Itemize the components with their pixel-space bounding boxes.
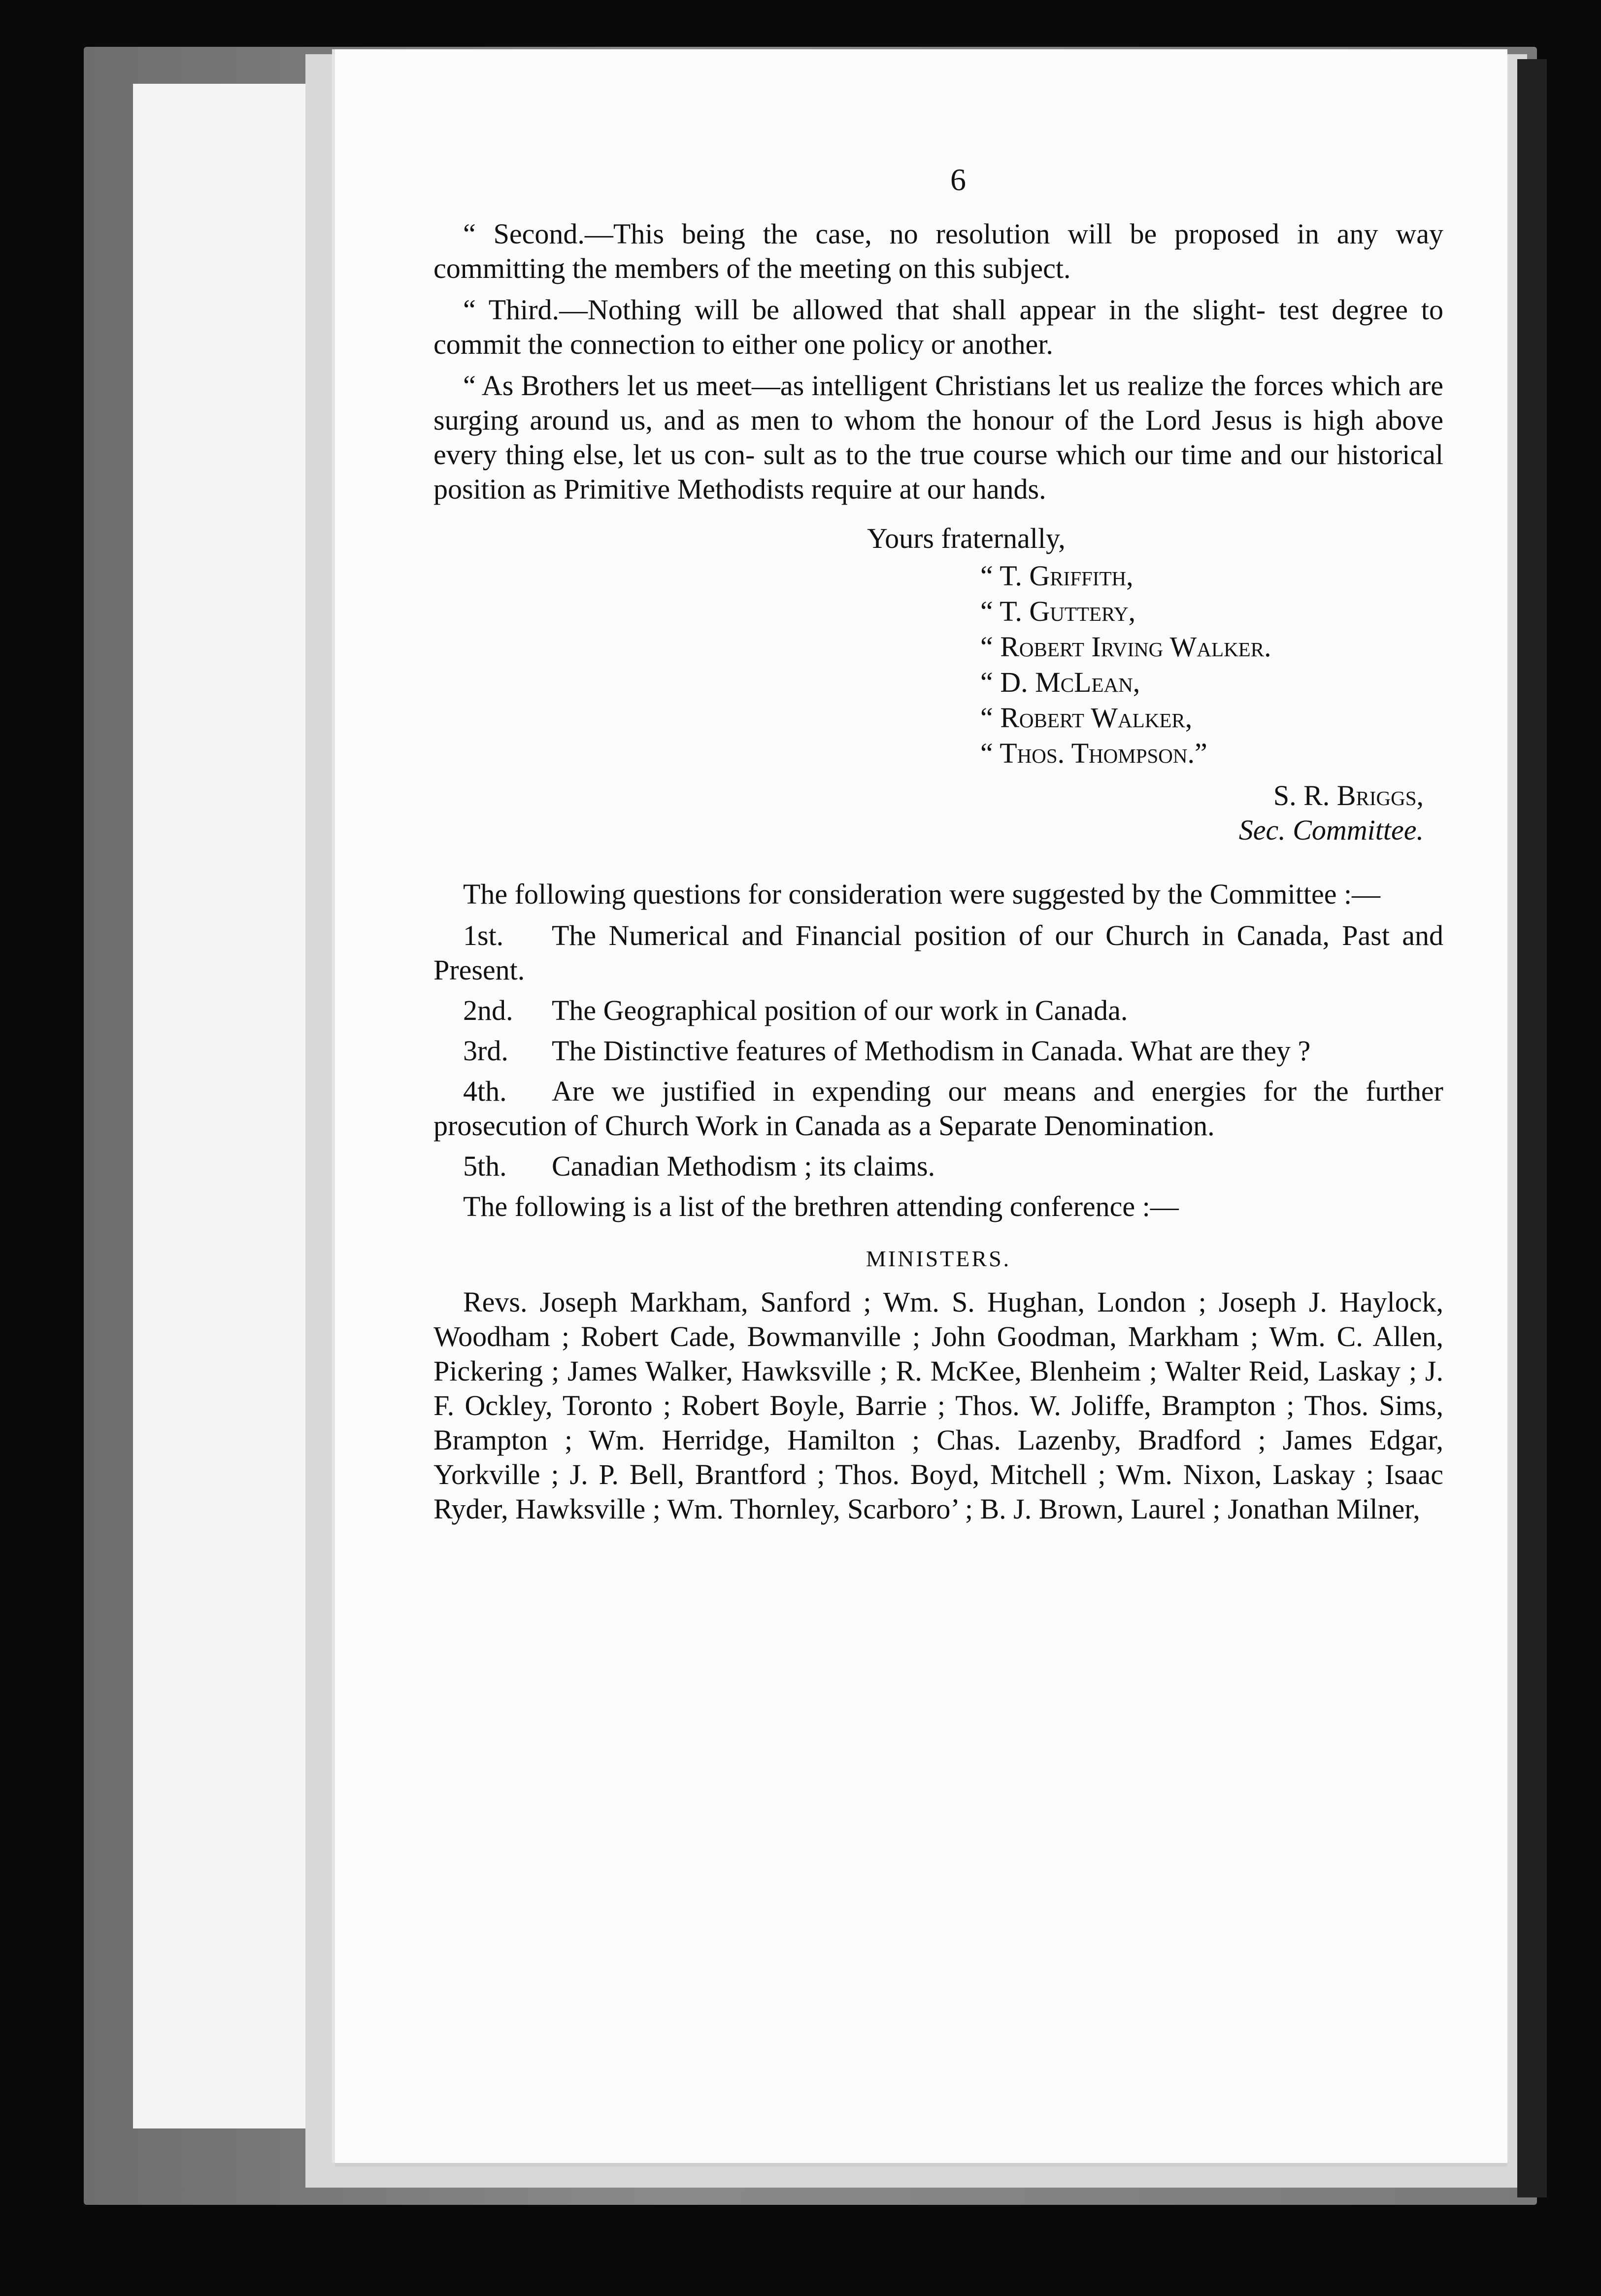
- question-item: [434, 1034, 1443, 1068]
- attendance-intro: The following is a list of the brethren attending conference :—: [463, 1190, 1179, 1222]
- question-text: Are we justified in expending our means and energies for the further prosecution of Church Work in Canada as a Separate Denomination.: [434, 1075, 1443, 1142]
- question-item: [434, 1074, 1443, 1143]
- question-text: The Numerical and Financial position of our Church in Canada, Past and Present.: [434, 919, 1443, 986]
- question-text: The Geographical position of our work in Canada.: [552, 994, 1128, 1026]
- page-text: [434, 163, 1443, 1533]
- signatory: “ Robert Irving Walker.: [980, 631, 1271, 663]
- paragraph-third: “ Third.—Nothing will be allowed that shall appear in the slight- test degree to commit the connection to either one policy or another.: [434, 294, 1443, 360]
- paragraph-brothers: “ As Brothers let us meet—as intelligent Christians let us realize the forces which are surging around us, and as men to whom the honour of the Lord Jesus is high above every thing else, let us con- sult as to the true course which our time and our historical position as Primitive Methodists require at our hands.: [434, 370, 1443, 505]
- signatory: “ Thos. Thompson.”: [980, 737, 1207, 769]
- secretary-signature: [434, 778, 1443, 847]
- signatory: “ T. Griffith,: [980, 560, 1134, 592]
- question-number: 3rd.: [463, 1035, 508, 1067]
- question-item: [434, 918, 1443, 987]
- spine-edge: [1517, 59, 1547, 2197]
- question-number: 1st.: [463, 919, 504, 951]
- letter-closing: Yours fraternally,: [867, 522, 1066, 554]
- secretary-role: Sec. Committee.: [1238, 814, 1424, 846]
- signatory: “ D. McLean,: [980, 666, 1140, 698]
- secretary-name: S. R. Briggs,: [1273, 779, 1424, 811]
- signatory: “ T. Guttery,: [980, 595, 1136, 627]
- question-number: 4th.: [463, 1075, 507, 1107]
- signatory-list: [434, 559, 1443, 771]
- question-text: Canadian Methodism ; its claims.: [552, 1150, 935, 1182]
- question-item: [434, 993, 1443, 1028]
- question-number: 2nd.: [463, 994, 513, 1026]
- question-item: [434, 1149, 1443, 1183]
- question-number: 5th.: [463, 1150, 507, 1182]
- page-number: 6: [950, 162, 966, 197]
- questions-intro: The following questions for consideration were suggested by the Committee :—: [463, 878, 1381, 910]
- ministers-list: Revs. Joseph Markham, Sanford ; Wm. S. Hughan, London ; Joseph J. Haylock, Woodham ; Robert Cade, Bowmanville ; John Goodman, Markham ; Wm. C. Allen, Pickering ; James Walker, Hawksville ; R. McKee, Blenheim ; Walter Reid, Laskay ; J. F. Ockley, Toronto ; Robert Boyle, Barrie ; Thos. W. Joliffe, Brampton ; Thos. Sims, Brampton ; Wm. Herridge, Hamilton ; Chas. Lazenby, Bradford ; James Edgar, Yorkville ; J. P. Bell, Brantford ; Thos. Boyd, Mitchell ; Wm. Nixon, Laskay ; Isaac Ryder, Hawksville ; Wm. Thornley, Scarboro’ ; B. J. Brown, Laurel ; Jonathan Milner,: [434, 1286, 1443, 1525]
- document-page: [335, 49, 1507, 2163]
- signatory: “ Robert Walker,: [980, 702, 1193, 734]
- question-text: The Distinctive features of Methodism in Canada. What are they ?: [552, 1035, 1311, 1067]
- paragraph-second: “ Second.—This being the case, no resolution will be proposed in any way committing the members of the meeting on this subject.: [434, 218, 1443, 284]
- ministers-heading: MINISTERS.: [866, 1246, 1011, 1271]
